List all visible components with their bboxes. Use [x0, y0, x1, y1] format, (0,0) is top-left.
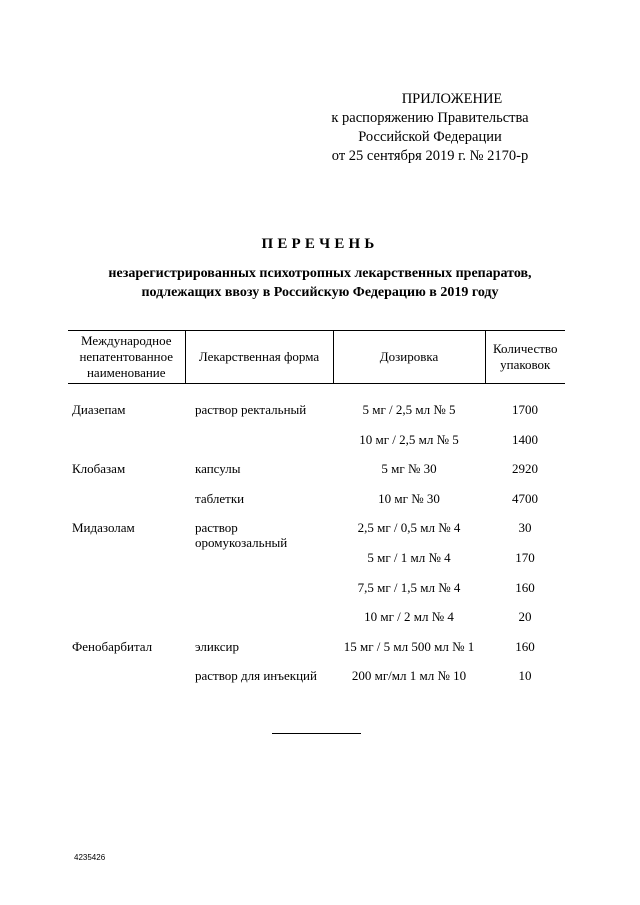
- cell-inn: [68, 668, 185, 698]
- cell-quantity: [485, 550, 565, 580]
- cell-quantity: [485, 384, 565, 432]
- appendix-line-order: к распоряжению Правительства: [331, 110, 529, 126]
- table-header-row: [68, 331, 565, 384]
- header-quantity-line-2: упаковок: [500, 357, 551, 372]
- cell-dosage-text: 2,5 мг / 0,5 мл № 4: [357, 520, 461, 535]
- header-quantity-line-1: Количество: [493, 341, 558, 356]
- cell-dosage-form: [185, 461, 333, 491]
- appendix-block: [300, 90, 560, 166]
- cell-dosage-form-text: таблетки: [195, 490, 245, 506]
- cell-inn: [68, 609, 185, 639]
- cell-quantity: [485, 432, 565, 462]
- subtitle-line-2: подлежащих ввозу в Российскую Федерацию в 2019 году: [141, 285, 499, 300]
- table-row: [68, 609, 565, 639]
- cell-quantity-text: 1400: [512, 431, 538, 447]
- cell-dosage-form-text: капсулы: [195, 461, 241, 476]
- cell-inn-text: Мидазолам: [72, 520, 135, 535]
- cell-dosage-text: 5 мг / 1 мл № 4: [367, 550, 451, 565]
- table-row: [68, 384, 565, 432]
- cell-dosage-text: 7,5 мг / 1,5 мл № 4: [357, 579, 461, 595]
- cell-dosage: [333, 639, 485, 669]
- appendix-heading: ПРИЛОЖЕНИЕ: [401, 91, 503, 107]
- table-row: [68, 580, 565, 610]
- cell-inn-text: Клобазам: [72, 461, 126, 476]
- header-inn-line-2: непатентованное: [79, 349, 174, 364]
- cell-inn: [68, 384, 185, 432]
- header-inn: [68, 331, 185, 384]
- cell-quantity-text: 4700: [512, 490, 538, 506]
- cell-dosage-text: 10 мг / 2 мл № 4: [364, 609, 454, 624]
- cell-dosage: [333, 609, 485, 639]
- cell-dosage-form-text: эликсир: [195, 638, 240, 654]
- subtitle-line-1: незарегистрированных психотропных лекарственных препаратов,: [108, 266, 532, 281]
- cell-dosage-form: [185, 609, 333, 639]
- cell-dosage: [333, 668, 485, 698]
- cell-inn: [68, 580, 185, 610]
- cell-dosage: [333, 550, 485, 580]
- cell-quantity-text: 1700: [512, 402, 538, 417]
- document-code: 4235426: [74, 853, 106, 862]
- cell-dosage-form-text: раствор для инъекций: [195, 668, 317, 683]
- appendix-line-date: от 25 сентября 2019 г. № 2170-р: [331, 148, 529, 164]
- table-row: [68, 520, 565, 550]
- cell-quantity-text: 160: [515, 638, 535, 654]
- cell-dosage-text: 15 мг / 5 мл 500 мл № 1: [343, 638, 475, 654]
- cell-inn-text: Диазепам: [72, 402, 126, 417]
- table-row: [68, 639, 565, 669]
- cell-inn: [68, 639, 185, 669]
- cell-inn: [68, 461, 185, 491]
- cell-dosage-form-text: раствор ректальный: [195, 402, 307, 417]
- cell-quantity-text: 10: [518, 668, 532, 683]
- table-row: [68, 491, 565, 521]
- cell-dosage-form: [185, 550, 333, 580]
- cell-dosage-form-text: оромукозальный: [195, 535, 288, 550]
- table-row: [68, 550, 565, 580]
- cell-dosage: [333, 491, 485, 521]
- cell-dosage-text: 10 мг / 2,5 мл № 5: [359, 431, 459, 447]
- cell-quantity: [485, 668, 565, 698]
- cell-inn: [68, 491, 185, 521]
- cell-dosage-form: [185, 491, 333, 521]
- cell-dosage-form: [185, 384, 333, 432]
- cell-dosage: [333, 520, 485, 550]
- appendix-line-federation: Российской Федерации: [358, 129, 502, 145]
- cell-inn: [68, 550, 185, 580]
- cell-inn: [68, 520, 185, 550]
- table-body: [68, 384, 565, 698]
- table-row: [68, 668, 565, 698]
- document-subtitle: [0, 264, 640, 302]
- cell-dosage-text: 200 мг/мл 1 мл № 10: [351, 668, 467, 683]
- cell-dosage-form: [185, 432, 333, 462]
- cell-quantity-text: 30: [518, 520, 532, 535]
- header-dosage-form: Лекарственная форма: [185, 331, 333, 384]
- table-row: [68, 432, 565, 462]
- cell-dosage-text: 5 мг / 2,5 мл № 5: [362, 402, 456, 417]
- cell-dosage-text: 10 мг № 30: [378, 490, 440, 506]
- cell-quantity-text: 20: [518, 609, 532, 624]
- header-inn-line-1: Международное: [80, 333, 172, 348]
- cell-quantity: [485, 580, 565, 610]
- cell-dosage: [333, 432, 485, 462]
- cell-quantity-text: 160: [515, 579, 535, 595]
- cell-inn-text: Фенобарбитал: [72, 638, 153, 654]
- header-inn-line-3: наименование: [86, 365, 166, 380]
- cell-dosage: [333, 384, 485, 432]
- cell-inn: [68, 432, 185, 462]
- cell-dosage: [333, 461, 485, 491]
- header-quantity: [485, 331, 565, 384]
- header-dosage: Дозировка: [333, 331, 485, 384]
- document-title: ПЕРЕЧЕНЬ: [261, 236, 379, 252]
- cell-quantity-text: 170: [515, 550, 535, 565]
- closing-separator-line: [272, 733, 361, 734]
- cell-dosage-form-text: раствор: [195, 520, 238, 535]
- cell-quantity: [485, 520, 565, 550]
- cell-dosage-form: [185, 520, 333, 550]
- drug-list-table: [68, 330, 565, 698]
- cell-dosage-form: [185, 580, 333, 610]
- cell-dosage: [333, 580, 485, 610]
- cell-quantity: [485, 639, 565, 669]
- cell-dosage-form: [185, 668, 333, 698]
- cell-quantity: [485, 491, 565, 521]
- cell-dosage-form: [185, 639, 333, 669]
- cell-dosage-text: 5 мг № 30: [381, 461, 437, 476]
- cell-quantity: [485, 609, 565, 639]
- cell-quantity-text: 2920: [512, 461, 538, 476]
- cell-quantity: [485, 461, 565, 491]
- table-row: [68, 461, 565, 491]
